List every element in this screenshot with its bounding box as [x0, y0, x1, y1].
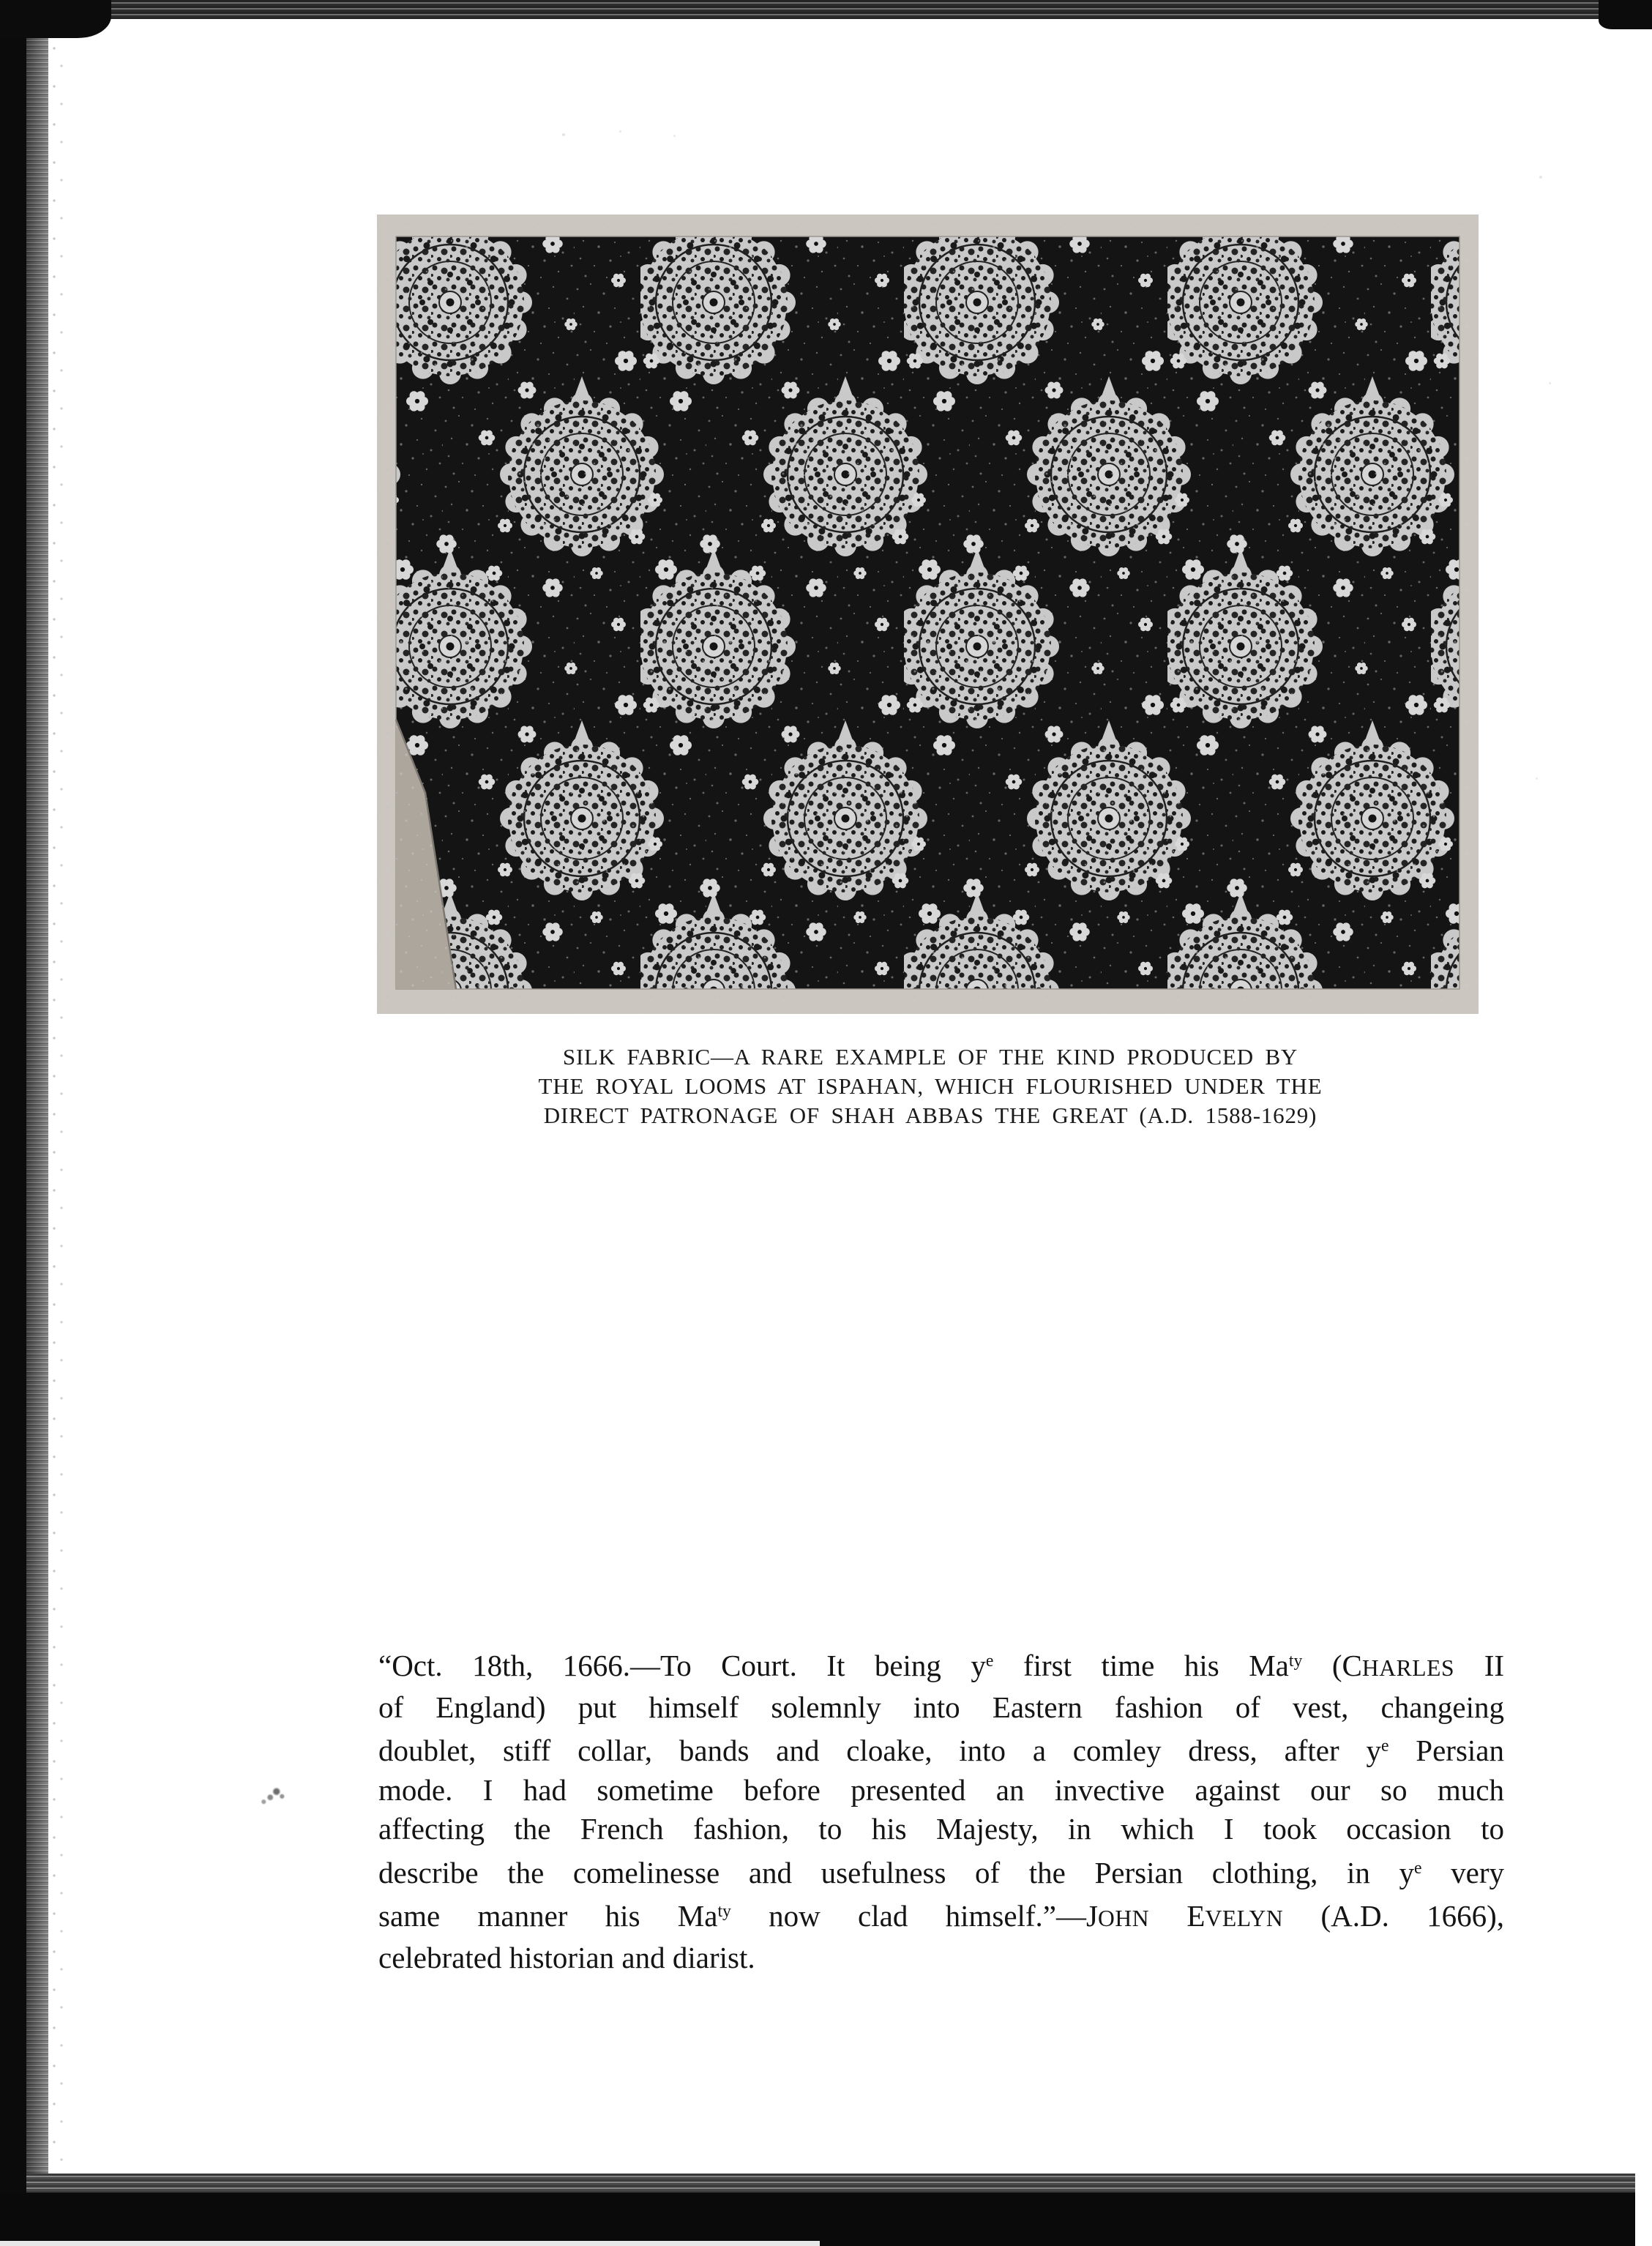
quote-line: mode. I had sometime before presented an invective against our so much [378, 1772, 1504, 1807]
scan-edge-left-speckles [48, 0, 67, 2226]
quote-line: describe the comelinesse and usefulness of the Persian clothing, in $y^e$ very [378, 1855, 1504, 1889]
quote-line: celebrated historian and diarist. [378, 1940, 755, 1974]
caption-line: THE ROYAL LOOMS AT ISPAHAN, WHICH FLOURISHED UNDER THE [538, 1073, 1323, 1099]
caption-line: SILK FABRIC—A RARE EXAMPLE OF THE KIND PRODUCED BY [562, 1044, 1298, 1070]
caption-line: DIRECT PATRONAGE OF SHAH ABBAS THE GREAT (A.D. 1588-1629) [543, 1103, 1318, 1128]
fabric-photo [377, 214, 1479, 1014]
scan-speckle [1539, 176, 1542, 179]
quote-line: “Oct. 18th, 1666.—To Court. It being $y^e$ first time his $Ma^{ty}$ (CHARLES II [378, 1649, 1505, 1683]
scan-corner-top-left [0, 0, 111, 38]
scan-speckle [1549, 382, 1551, 384]
quote-line: of England) put himself solemnly into Eastern fashion of vest, changeing [378, 1690, 1504, 1724]
quote-line: doublet, stiff collar, bands and cloake, into a comley dress, after $y^e$ Persian [378, 1734, 1504, 1768]
scan-speckle [673, 135, 676, 137]
quote-line: affecting the French fashion, to his Majesty, in which I took occasion to [378, 1812, 1504, 1846]
scan-speckle [562, 133, 565, 136]
scan-speckle [1536, 777, 1538, 780]
scan-corner-top-right [1599, 0, 1652, 29]
photo-caption [378, 1042, 1483, 1130]
quote-paragraph [378, 1642, 1504, 1977]
quote-line: same manner his $Ma^{ty}$ now clad himself.”—JOHN EVELYN (A.D. 1666), [378, 1899, 1505, 1933]
fabric-photo-illustration [377, 214, 1479, 1014]
ink-smudge [254, 1784, 288, 1809]
scan-edge-bottom [0, 2193, 1635, 2246]
scan-edge-bottom-halftone [26, 2174, 1635, 2194]
scan-edge-left [0, 0, 26, 2246]
scan-edge-top [0, 0, 1652, 19]
scan-speckle [619, 130, 621, 133]
scan-edge-bottom-sliver [0, 2241, 820, 2246]
scan-edge-left-halftone [26, 0, 48, 2243]
